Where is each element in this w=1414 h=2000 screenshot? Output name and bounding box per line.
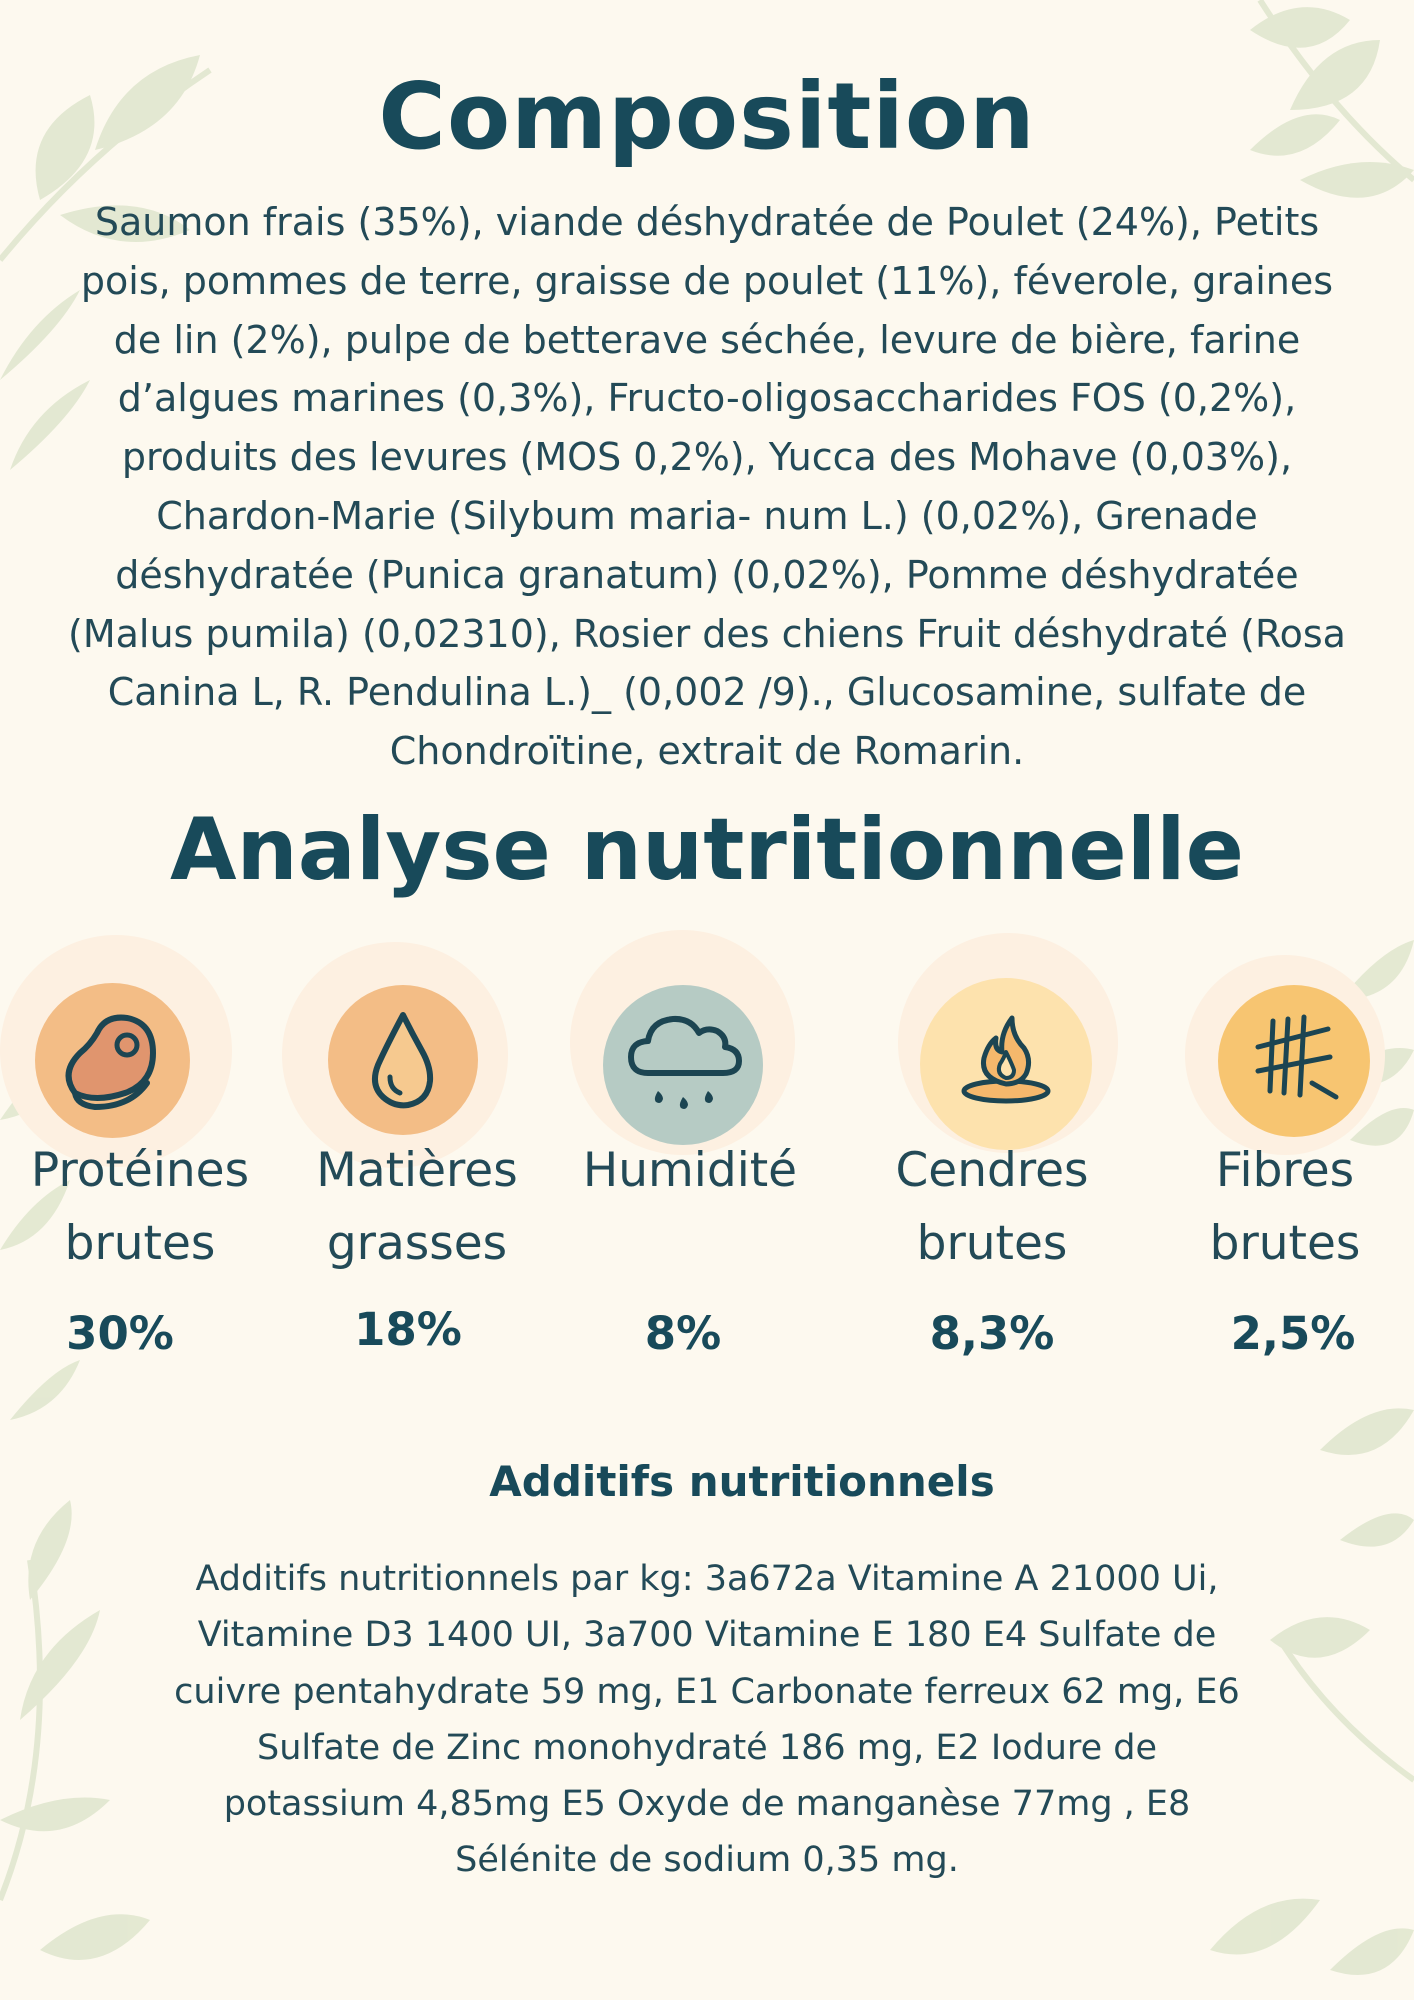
fibers-icon: [1218, 985, 1370, 1137]
nutrient-value: 30%: [66, 1307, 174, 1360]
nutrient-label-line1: Cendres: [895, 1143, 1089, 1198]
fire-icon: [920, 978, 1092, 1150]
additifs-text: Additifs nutritionnels par kg: 3a672a Vitamine A 21000 Ui, Vitamine D3 1400 UI, 3a700 Vitamine E 180 E4 Sulfate de cuivre pentahydrate 59 mg, E1 Carbonate ferreux 62 mg, E6 Sulfate de Zinc monohydraté 186 mg, E2 Iodure de potassium 4,85mg E5 Oxyde de manganèse 77mg , E8 Sélénite de sodium 0,35 mg.: [174, 1559, 1240, 1881]
nutrient-label: [0, 1134, 280, 1280]
nutrient-label: [1145, 1134, 1414, 1280]
nutrient-label: [550, 1134, 830, 1207]
composition-text: Saumon frais (35%), viande déshydratée de Poulet (24%), Petits pois, pommes de terre, graisse de poulet (11%), féverole, graines de lin (2%), pulpe de betterave séchée, levure de bière, farine d’algues marines (0,3%), Fructo-oligosaccharides FOS (0,2%), produits des levures (MOS 0,2%), Yucca des Mohave (0,03%), Chardon-Marie (Silybum maria- num L.) (0,02%), Grenade déshydratée (Punica granatum) (0,02%), Pomme déshydratée (Malus pumila) (0,02310), Rosier des chiens Fruit déshydraté (Rosa Canina L, R. Pendulina L.)_ (0,002 /9)., Glucosamine, sulfate de Chondroïtine, extrait de Romarin.: [68, 200, 1346, 774]
drop-icon: [328, 985, 478, 1135]
nutrient-label: [277, 1134, 557, 1280]
nutrient-label-line1: Fibres: [1215, 1143, 1355, 1198]
composition-title: Composition: [378, 63, 1036, 170]
nutrient-label-line1: Humidité: [582, 1143, 798, 1198]
rain-cloud-icon: [603, 985, 763, 1145]
additifs-title: Additifs nutritionnels: [489, 1457, 995, 1506]
nutrient-label-line2: brutes: [1209, 1216, 1361, 1271]
meat-icon: [35, 983, 190, 1138]
nutrient-value: 8,3%: [929, 1307, 1055, 1360]
nutrient-label-line2: grasses: [326, 1216, 508, 1271]
nutrient-label-line2: brutes: [64, 1216, 216, 1271]
nutrient-label-line1: Protéines: [30, 1143, 250, 1198]
nutrient-value: 8%: [644, 1307, 722, 1360]
nutrient-label-line1: Matières: [316, 1143, 518, 1198]
nutrient-label-line2: brutes: [916, 1216, 1068, 1271]
analyse-title: Analyse nutritionnelle: [170, 800, 1244, 900]
nutrient-label: [852, 1134, 1132, 1280]
nutrient-value: 18%: [354, 1303, 462, 1356]
nutrient-value: 2,5%: [1230, 1307, 1356, 1360]
